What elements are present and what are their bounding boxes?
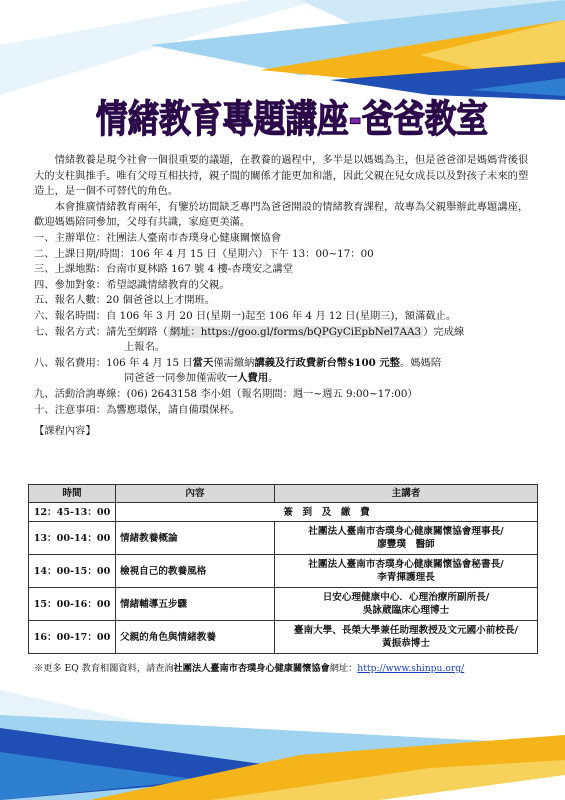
row-topic: 情緒輔導五步驟 xyxy=(116,588,275,621)
row-topic: 父親的角色與情緒教養 xyxy=(116,621,275,654)
row-time: 16：00-17：00 xyxy=(29,621,116,654)
speaker-name: 黃振恭博士 xyxy=(382,638,430,649)
item-value: (06) 2643158 李小姐（報名期間：週一~週五 9:00~17:00） xyxy=(126,387,418,400)
row-topic: 情緒教養概論 xyxy=(116,522,275,555)
page-title xyxy=(92,88,492,148)
item-registration-method xyxy=(34,325,534,341)
fee-text: 同爸爸一同參加僅需收 xyxy=(124,372,227,385)
title-text: 情緒教育專題講座-爸爸教室 xyxy=(95,97,489,141)
item-value: 為響應環保，請自備環保杯。 xyxy=(106,403,240,416)
note-text: ※更多 EQ 教育相關資料，請查詢 xyxy=(34,663,174,674)
fee-highlight: 講義及行政費新台幣$100 元整 xyxy=(254,356,400,369)
speaker-title: 臺南大學、長榮大學兼任助理教授及文元國小前校長/ xyxy=(293,625,519,636)
row-time: 15：00-16：00 xyxy=(29,588,116,621)
item-label: 四、參加對象： xyxy=(34,278,107,291)
intro-paragraph-2: 本會推廣情緒教育兩年，有鑒於坊間缺乏專門為爸爸開設的情緒教育課程，故專為父親舉辦此專題講座，歡迎媽媽陪同參加，父母有共識，家庭更美滿。 xyxy=(34,200,529,229)
item-label: 五、報名人數： xyxy=(34,294,107,307)
item-contact xyxy=(34,387,534,403)
item-value: 自 106 年 3 月 20 日(星期一)起至 106 年 4 月 12 日(星期三)，額滿截止。 xyxy=(106,309,457,322)
speaker-name: 吳詠葳臨床心理博士 xyxy=(362,605,450,616)
item-organizer xyxy=(34,231,534,247)
item-label: 一、主辦單位： xyxy=(34,231,107,244)
table-row-checkin xyxy=(29,503,538,522)
item-value-post: ）完成線 xyxy=(423,325,465,338)
row-speaker xyxy=(275,555,538,588)
row-speaker xyxy=(275,522,538,555)
speaker-name: 李青揮護理長 xyxy=(377,572,435,583)
fee-text: 。媽媽陪 xyxy=(399,356,442,369)
table-row xyxy=(29,522,538,555)
row-topic: 檢視自己的教養風格 xyxy=(116,555,275,588)
item-value: 台南市夏林路 167 號 4 樓-杏璞安之講堂 xyxy=(106,263,294,276)
row-time: 14：00-15：00 xyxy=(29,555,116,588)
course-schedule-table xyxy=(28,484,538,654)
item-value-pre: 請先至網路（ xyxy=(106,325,168,338)
item-value: 20 個爸爸以上才開班。 xyxy=(106,294,216,307)
row-time: 12：45-13：00 xyxy=(29,503,116,522)
fee-text: 。 xyxy=(268,372,279,385)
item-registration-method-cont: 上報名。 xyxy=(124,341,166,354)
table-row xyxy=(29,621,538,654)
speaker-title: 社團法人臺南市杏璞身心健康關懷協會秘書長/ xyxy=(308,559,504,570)
item-capacity xyxy=(34,293,534,309)
checkin-label: 簽 到 及 繳 費 xyxy=(116,503,538,522)
item-label: 二、上課日期/時間： xyxy=(34,247,131,260)
item-value: 希望認識情緒教育的父親。 xyxy=(106,278,230,291)
item-fee-cont xyxy=(34,371,534,387)
header-content: 內容 xyxy=(116,485,275,503)
row-time: 13：00-14：00 xyxy=(29,522,116,555)
note-org: 社團法人臺南市杏璞身心健康關懷協會 xyxy=(173,663,330,674)
speaker-title: 社團法人臺南市杏璞身心健康關懷協會理事長/ xyxy=(308,526,504,537)
footer-note xyxy=(34,660,544,674)
announcement-body xyxy=(34,153,534,440)
item-notes xyxy=(34,403,534,419)
item-label: 六、報名時間： xyxy=(34,309,107,322)
intro-paragraph-1: 情緒教養是現今社會一個很重要的議題，在教養的過程中，多半是以媽媽為主，但是爸爸卻是媽媽背後很大的支柱與推手。唯有父母互相扶持，親子間的關係才能更加和諧，因此父親在兒女成長以及對孩子未來的塑造上，是一個不可替代的角色。 xyxy=(34,154,529,198)
item-label: 九、活動洽詢專線： xyxy=(34,387,127,400)
item-label: 七、報名方式： xyxy=(34,325,107,338)
item-date xyxy=(34,247,534,263)
website-link[interactable]: http://www.shinpu.org/ xyxy=(357,663,465,674)
row-speaker xyxy=(275,588,538,621)
speaker-title: 日安心理健康中心．心理治療所副所長/ xyxy=(322,592,490,603)
item-label: 三、上課地點： xyxy=(34,263,107,276)
table-row xyxy=(29,555,538,588)
note-text: 網址： xyxy=(329,663,358,674)
item-label: 十、注意事項： xyxy=(34,403,107,416)
item-registration-period xyxy=(34,309,534,325)
row-speaker xyxy=(275,621,538,654)
table-header-row xyxy=(29,485,538,503)
fee-text: 106 年 4 月 15 日 xyxy=(106,356,193,369)
item-label: 八、報名費用： xyxy=(34,356,107,369)
item-location xyxy=(34,262,534,278)
item-audience xyxy=(34,278,534,294)
course-section-title: 【課程內容】 xyxy=(34,425,96,438)
header-time: 時間 xyxy=(29,485,116,503)
item-value: 社團法人臺南市杏璞身心健康關懷協會 xyxy=(106,231,282,244)
registration-url[interactable]: 網址：https://goo.gl/forms/bQPGyCiEpbNel7AA3 xyxy=(169,325,422,338)
item-value: 106 年 4 月 15 日（星期六）下午 13：00~17：00 xyxy=(130,247,374,260)
header-speaker: 主講者 xyxy=(275,485,538,503)
fee-text: 僅需繳納 xyxy=(213,356,255,369)
speaker-name: 廖豐璞 醫師 xyxy=(377,539,435,550)
item-fee xyxy=(34,356,534,372)
fee-highlight: 一人費用 xyxy=(226,372,269,385)
table-row xyxy=(29,588,538,621)
fee-highlight: 當天 xyxy=(192,356,214,369)
